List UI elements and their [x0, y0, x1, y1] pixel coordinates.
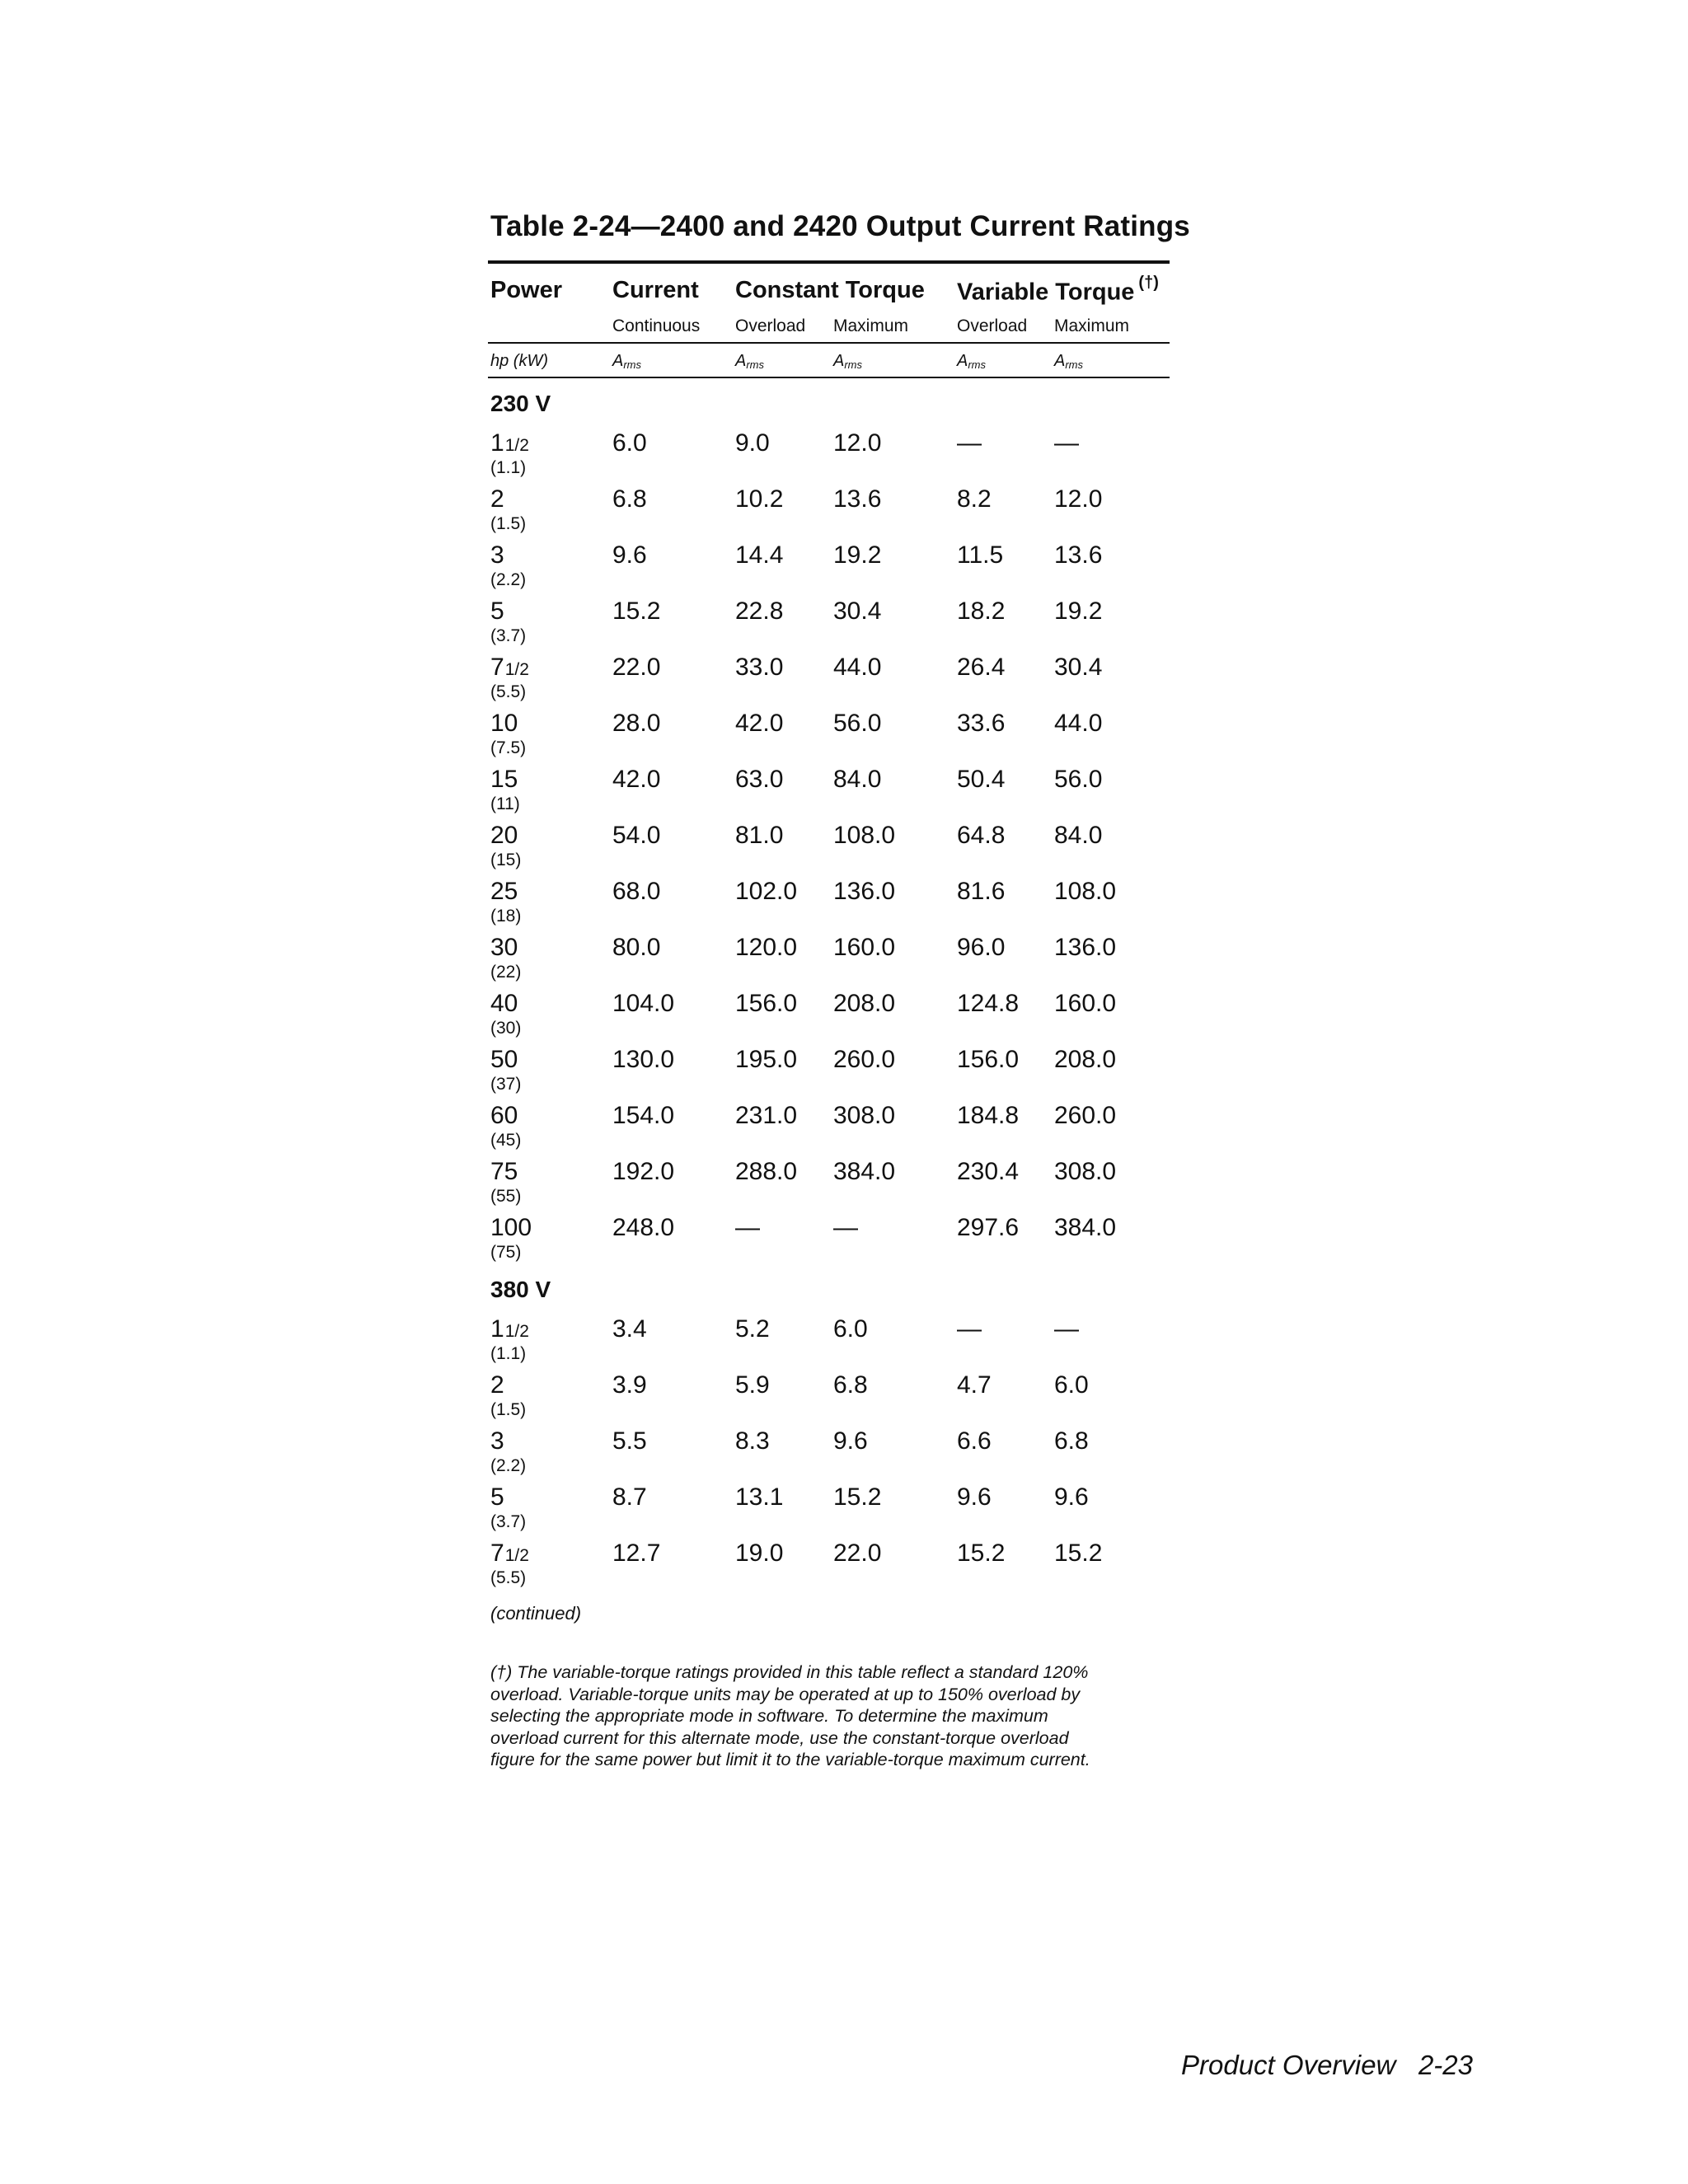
power-hp: 75 [490, 1158, 518, 1185]
table-title: Table 2-24—2400 and 2420 Output Current Ratings [490, 210, 1190, 242]
section-heading: 380 V [490, 1277, 551, 1302]
subheader-continuous: Continuous [612, 316, 701, 335]
table-cell: — [957, 1315, 982, 1343]
footer-section: Product Overview [1181, 2050, 1396, 2080]
power-kw: (1.1) [490, 1344, 527, 1363]
header-constant-torque: Constant Torque [735, 277, 925, 303]
header-current: Current [612, 277, 699, 303]
power-hp: 2 [490, 1371, 504, 1399]
table-cell: 56.0 [1054, 766, 1103, 793]
table-cell: 63.0 [735, 766, 784, 793]
footnote [490, 1661, 1150, 1771]
table-cell: 54.0 [612, 822, 661, 849]
table-cell: 5.9 [735, 1371, 770, 1399]
table-row [0, 710, 1688, 766]
table-cell: 208.0 [1054, 1046, 1117, 1073]
table-cell: 19.2 [1054, 598, 1103, 625]
table-cell: 297.6 [957, 1214, 1020, 1241]
table-cell: 195.0 [735, 1046, 798, 1073]
table-cell: 154.0 [612, 1102, 675, 1129]
table-cell: 6.0 [612, 429, 647, 457]
subheader-vt-overload: Overload [957, 316, 1028, 335]
power-kw: (11) [490, 794, 520, 813]
table-cell: 102.0 [735, 878, 798, 905]
table-row [0, 1483, 1688, 1540]
table-row [0, 1427, 1688, 1483]
power-hp: 30 [490, 934, 518, 961]
table-cell: 15.2 [957, 1540, 1006, 1567]
power-hp: 11/2 [490, 1315, 529, 1343]
table-cell: 104.0 [612, 990, 675, 1017]
table-cell: 30.4 [833, 598, 882, 625]
footnote-line: overload. Variable-torque units may be operated at up to 150% overload by [490, 1684, 1081, 1704]
power-hp: 71/2 [490, 654, 529, 681]
table-cell: 124.8 [957, 990, 1020, 1017]
table-cell: 15.2 [612, 598, 661, 625]
table-cell: 22.0 [833, 1540, 882, 1567]
subheader-ct-maximum: Maximum [833, 316, 909, 335]
table-cell: 26.4 [957, 654, 1006, 681]
table-cell: 12.0 [833, 429, 882, 457]
table-cell: 22.8 [735, 598, 784, 625]
table-cell: 68.0 [612, 878, 661, 905]
power-hp: 11/2 [490, 429, 529, 457]
table-cell: 136.0 [1054, 934, 1117, 961]
table-row [0, 1315, 1688, 1371]
footer-page-number: 2-23 [1418, 2050, 1474, 2080]
table-row [0, 654, 1688, 710]
footnote-line: selecting the appropriate mode in software. To determine the maximum [490, 1706, 1048, 1726]
subheader-ct-overload: Overload [735, 316, 806, 335]
power-kw: (30) [490, 1019, 522, 1038]
table-cell: 160.0 [1054, 990, 1117, 1017]
unit-vt-maximum: $A_{rms}$ [1054, 352, 1084, 371]
table-cell: 160.0 [833, 934, 896, 961]
table-cell: 13.6 [1054, 541, 1103, 569]
footnote-line: (†) The variable-torque ratings provided in this table reflect a standard 120% [490, 1662, 1089, 1682]
table-cell: 230.4 [957, 1158, 1020, 1185]
table-cell: 80.0 [612, 934, 661, 961]
table-cell: 4.7 [957, 1371, 992, 1399]
power-hp: 10 [490, 710, 518, 737]
table-row [0, 485, 1688, 541]
table-row [0, 429, 1688, 485]
power-fraction: 1/2 [504, 436, 529, 455]
table-cell: 9.6 [1054, 1483, 1089, 1511]
power-kw: (2.2) [490, 1456, 527, 1475]
table-cell: 6.8 [612, 485, 647, 513]
table-row [0, 990, 1688, 1046]
table-cell: 44.0 [833, 654, 882, 681]
table-cell: 33.6 [957, 710, 1006, 737]
table-cell: 260.0 [833, 1046, 896, 1073]
table-cell: 9.6 [612, 541, 647, 569]
table-cell: 12.7 [612, 1540, 661, 1567]
table-cell: 81.0 [735, 822, 784, 849]
power-kw: (1.5) [490, 514, 527, 533]
table-cell: — [735, 1214, 760, 1241]
table-cell: 192.0 [612, 1158, 675, 1185]
table-cell: 30.4 [1054, 654, 1103, 681]
power-kw: (1.1) [490, 458, 527, 477]
power-kw: (22) [490, 963, 522, 982]
power-kw: (1.5) [490, 1400, 527, 1419]
table-cell: 5.2 [735, 1315, 770, 1343]
table-cell: 8.2 [957, 485, 992, 513]
table-cell: 156.0 [735, 990, 798, 1017]
power-hp: 40 [490, 990, 518, 1017]
table-cell: 231.0 [735, 1102, 798, 1129]
table-row [0, 1540, 1688, 1596]
table-cell: 260.0 [1054, 1102, 1117, 1129]
table-cell: 9.6 [957, 1483, 992, 1511]
table-cell: 64.8 [957, 822, 1006, 849]
table-cell: 9.6 [833, 1427, 868, 1455]
table-cell: 19.2 [833, 541, 882, 569]
table-cell: 42.0 [735, 710, 784, 737]
table-cell: 288.0 [735, 1158, 798, 1185]
table-cell: 3.4 [612, 1315, 647, 1343]
power-kw: (5.5) [490, 682, 527, 701]
table-cell: 81.6 [957, 878, 1006, 905]
table-cell: 5.5 [612, 1427, 647, 1455]
power-hp: 20 [490, 822, 518, 849]
table-cell: 308.0 [1054, 1158, 1117, 1185]
unit-current: $A_{rms}$ [612, 352, 642, 371]
table-cell: 12.0 [1054, 485, 1103, 513]
table-cell: 15.2 [833, 1483, 882, 1511]
table-row [0, 1214, 1688, 1270]
table-cell: 56.0 [833, 710, 882, 737]
power-hp: 2 [490, 485, 504, 513]
power-hp: 5 [490, 1483, 504, 1511]
table-row [0, 541, 1688, 598]
table-row [0, 1371, 1688, 1427]
power-kw: (2.2) [490, 570, 527, 589]
power-hp: 3 [490, 1427, 504, 1455]
table-cell: 3.9 [612, 1371, 647, 1399]
power-kw: (3.7) [490, 1512, 527, 1531]
table-cell: 14.4 [735, 541, 784, 569]
table-cell: 6.6 [957, 1427, 992, 1455]
power-fraction: 1/2 [504, 660, 529, 679]
table-cell: 136.0 [833, 878, 896, 905]
table-row [0, 934, 1688, 990]
power-kw: (5.5) [490, 1568, 527, 1587]
dagger-mark: (†) [1138, 274, 1159, 292]
power-kw: (15) [490, 851, 522, 869]
power-hp: 3 [490, 541, 504, 569]
table-cell: 10.2 [735, 485, 784, 513]
table-cell: 108.0 [1054, 878, 1117, 905]
table-cell: 13.6 [833, 485, 882, 513]
page-footer [1181, 2050, 1473, 2081]
table-cell: 6.0 [833, 1315, 868, 1343]
header-variable-torque-label: Variable Torque [957, 279, 1135, 306]
table-cell: 8.3 [735, 1427, 770, 1455]
power-kw: (7.5) [490, 738, 527, 757]
table-cell: 8.7 [612, 1483, 647, 1511]
table-cell: — [833, 1214, 858, 1241]
table-row [0, 822, 1688, 878]
table-cell: 308.0 [833, 1102, 896, 1129]
table-cell: — [1054, 429, 1079, 457]
table-cell: 42.0 [612, 766, 661, 793]
table-cell: 248.0 [612, 1214, 675, 1241]
unit-ct-overload: $A_{rms}$ [735, 352, 765, 371]
table-cell: 33.0 [735, 654, 784, 681]
table-cell: 6.8 [833, 1371, 868, 1399]
table-row [0, 598, 1688, 654]
table-cell: 18.2 [957, 598, 1006, 625]
power-hp: 71/2 [490, 1540, 529, 1567]
unit-ct-maximum: $A_{rms}$ [833, 352, 863, 371]
table-cell: 13.1 [735, 1483, 784, 1511]
header-power: Power [490, 277, 563, 303]
table-cell: 130.0 [612, 1046, 675, 1073]
table-cell: 96.0 [957, 934, 1006, 961]
power-hp: 50 [490, 1046, 518, 1073]
table-cell: 9.0 [735, 429, 770, 457]
power-fraction: 1/2 [504, 1322, 529, 1341]
table-row [0, 1046, 1688, 1102]
power-hp: 100 [490, 1214, 532, 1241]
table-cell: — [957, 429, 982, 457]
table-cell: 84.0 [1054, 822, 1103, 849]
table-row [0, 1158, 1688, 1214]
power-hp: 60 [490, 1102, 518, 1129]
table-cell: 6.8 [1054, 1427, 1089, 1455]
unit-power: hp (kW) [490, 352, 548, 370]
power-hp: 15 [490, 766, 518, 793]
power-fraction: 1/2 [504, 1546, 529, 1565]
table-row [0, 766, 1688, 822]
power-kw: (18) [490, 907, 522, 926]
power-hp: 5 [490, 598, 504, 625]
table-cell: 156.0 [957, 1046, 1020, 1073]
power-hp: 25 [490, 878, 518, 905]
table-cell: 384.0 [833, 1158, 896, 1185]
table-cell: 6.0 [1054, 1371, 1089, 1399]
power-kw: (45) [490, 1131, 522, 1150]
table-cell: 28.0 [612, 710, 661, 737]
table-cell: 108.0 [833, 822, 896, 849]
power-kw: (55) [490, 1187, 522, 1206]
table-cell: 84.0 [833, 766, 882, 793]
power-kw: (3.7) [490, 626, 527, 645]
table-row [0, 1102, 1688, 1158]
footnote-line: overload current for this alternate mode, use the constant-torque overload [490, 1727, 1069, 1748]
table-cell: 184.8 [957, 1102, 1020, 1129]
continued-note: (continued) [490, 1603, 582, 1624]
table-cell: 11.5 [957, 541, 1004, 569]
unit-vt-overload: $A_{rms}$ [957, 352, 987, 371]
table-cell: 19.0 [735, 1540, 784, 1567]
table-cell: 384.0 [1054, 1214, 1117, 1241]
table-cell: — [1054, 1315, 1079, 1343]
footnote-line: figure for the same power but limit it to the variable-torque maximum current. [490, 1750, 1090, 1769]
subheader-vt-maximum: Maximum [1054, 316, 1130, 335]
table-cell: 22.0 [612, 654, 661, 681]
table-cell: 44.0 [1054, 710, 1103, 737]
power-kw: (75) [490, 1243, 522, 1262]
power-kw: (37) [490, 1075, 522, 1094]
table-cell: 120.0 [735, 934, 798, 961]
table-cell: 15.2 [1054, 1540, 1103, 1567]
table-row [0, 878, 1688, 934]
section-heading: 230 V [490, 391, 551, 416]
table-cell: 208.0 [833, 990, 896, 1017]
table-cell: 50.4 [957, 766, 1006, 793]
